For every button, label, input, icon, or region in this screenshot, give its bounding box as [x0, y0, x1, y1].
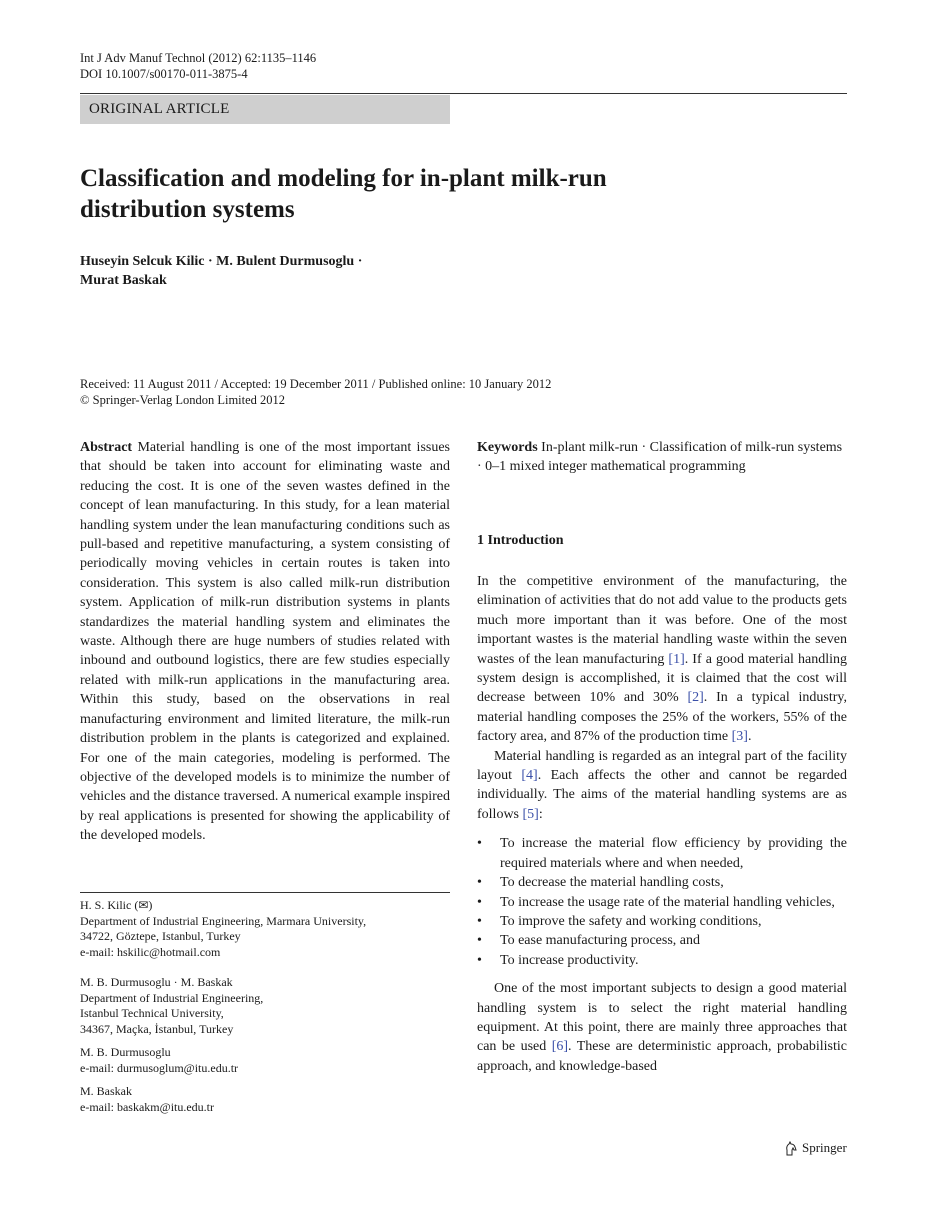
affiliation-itu	[80, 975, 460, 1037]
intro-paragraph-2: Material handling is regarded as an integral part of the facility layout [4]. Each affects the other and cannot be regarded individually. The aims of the material handling systems are as follows [5]:	[477, 748, 847, 822]
publication-dates	[80, 376, 551, 408]
list-item: • To increase the material flow efficiency by providing the required materials where and when needed,	[477, 836, 847, 871]
article-title: Classification and modeling for in-plant milk-run distribution systems	[80, 165, 607, 223]
list-item: • To ease manufacturing process, and	[477, 933, 700, 949]
dates-line: Received: 11 August 2011 / Accepted: 19 December 2011 / Published online: 10 January 2012	[80, 377, 552, 391]
citation-link[interactable]: [4]	[521, 768, 538, 784]
aff-address: 34722, Göztepe, Istanbul, Turkey	[80, 929, 241, 943]
citation-link[interactable]: [1]	[668, 651, 685, 667]
affiliation-baskak	[80, 1084, 460, 1115]
aims-list	[477, 834, 847, 970]
intro-paragraph-1: In the competitive environment of the manufacturing, the elimination of activities that do not add value to the products gets much more important than it was before. One of the most important wastes is the material handling waste within the seven wastes of the lean manufacturing [1]. If a good material handling system design is accomplished, it is claimed that the cost will decrease between 10% and 30% [2]. In a typical industry, material handling composes the 25% of the workers, 55% of the factory area, and 87% of the production time [3].	[477, 574, 848, 745]
list-item: • To increase productivity.	[477, 952, 639, 968]
aff-name: M. B. Durmusoglu	[80, 1045, 171, 1059]
authors-line-2: Murat Baskak	[80, 273, 167, 288]
abstract-text: Material handling is one of the most important issues that should be taken into account for eliminating waste and reducing the cost. It is one of the seven wastes defined in the concept of lean manufacturing. In this study, for a lean material handling system under the lean manufacturing conditions such as pull-based and repetitive manufacturing, a system consisting of periodically moving vehicles in certain routes is taken into consideration. This system is also called milk-run distribution system. Application of milk-run distribution systems in plants standardizes the material handling system and eliminates the waste. Although there are huge numbers of studies related with inbound and outbound logistics, there are few studies especially related with milk-run applications in the manufacturing area. Within this study, based on the observations in real manufacturing environment and limited literature, the milk-run distribution problem in the plants is categorized and explained. For one of the main categories, modeling is performed. The objective of the developed models is to minimize the number of vehicles and the distance traversed. A numerical example inspired by real applications is presented for showing the applicability of the developed models.	[80, 440, 451, 844]
list-item: • To increase the usage rate of the material handling vehicles,	[477, 894, 835, 910]
footnote-rule	[80, 892, 450, 893]
aff-email[interactable]: e-mail: durmusoglum@itu.edu.tr	[80, 1060, 239, 1075]
copyright-line: © Springer-Verlag London Limited 2012	[80, 393, 286, 407]
aff-name: M. Baskak	[80, 1084, 132, 1098]
intro-paragraph-3: One of the most important subjects to design a good material handling system is to select the right material handling equipment. At this point, there are mainly three approaches that can be used [6]. These are deterministic approach, probabilistic approach, and knowledge-based	[477, 981, 847, 1074]
aff-dept: Department of Industrial Engineering, Marmara University,	[80, 913, 367, 928]
doi: DOI 10.1007/s00170-011-3875-4	[80, 67, 248, 81]
citation-link[interactable]: [6]	[551, 1039, 569, 1055]
abstract-label: Abstract	[80, 440, 133, 455]
header-rule	[80, 93, 847, 94]
keywords-label: Keywords	[477, 440, 538, 455]
citation-link[interactable]: [5]	[522, 806, 539, 822]
aff-email[interactable]: e-mail: hskilic@hotmail.com	[80, 944, 221, 959]
aff-name: H. S. Kilic (✉)	[80, 898, 153, 912]
publisher-logo	[784, 1140, 847, 1156]
publisher-name: Springer	[802, 1140, 847, 1155]
author-list	[80, 252, 480, 290]
list-item: • To improve the safety and working conditions,	[477, 913, 762, 929]
aff-email[interactable]: e-mail: baskakm@itu.edu.tr	[80, 1099, 215, 1114]
list-item: • To decrease the material handling costs,	[477, 875, 724, 891]
aff-dept: Department of Industrial Engineering,	[80, 990, 264, 1005]
affiliation-kilic	[80, 898, 460, 960]
citation-link[interactable]: [3]	[731, 729, 748, 745]
authors-line-1: Huseyin Selcuk Kilic · M. Bulent Durmusoglu ·	[80, 254, 363, 269]
abstract	[80, 438, 450, 846]
keywords-text: In-plant milk-run · Classification of milk-run systems · 0–1 mixed integer mathematical programming	[477, 440, 843, 475]
aff-name: M. B. Durmusoglu · M. Baskak	[80, 975, 233, 989]
springer-horse-icon	[784, 1141, 798, 1156]
journal-citation: Int J Adv Manuf Technol (2012) 62:1135–1146	[80, 51, 317, 65]
citation-link[interactable]: [2]	[687, 690, 704, 706]
journal-header	[80, 50, 316, 82]
affiliation-durmusoglu	[80, 1045, 460, 1076]
section-heading-introduction: 1 Introduction	[477, 533, 564, 548]
aff-address: 34367, Maçka, İstanbul, Turkey	[80, 1021, 234, 1036]
article-type-banner: ORIGINAL ARTICLE	[80, 95, 450, 124]
aff-university: Istanbul Technical University,	[80, 1006, 224, 1020]
introduction-body	[477, 572, 847, 1076]
keywords	[477, 438, 847, 477]
